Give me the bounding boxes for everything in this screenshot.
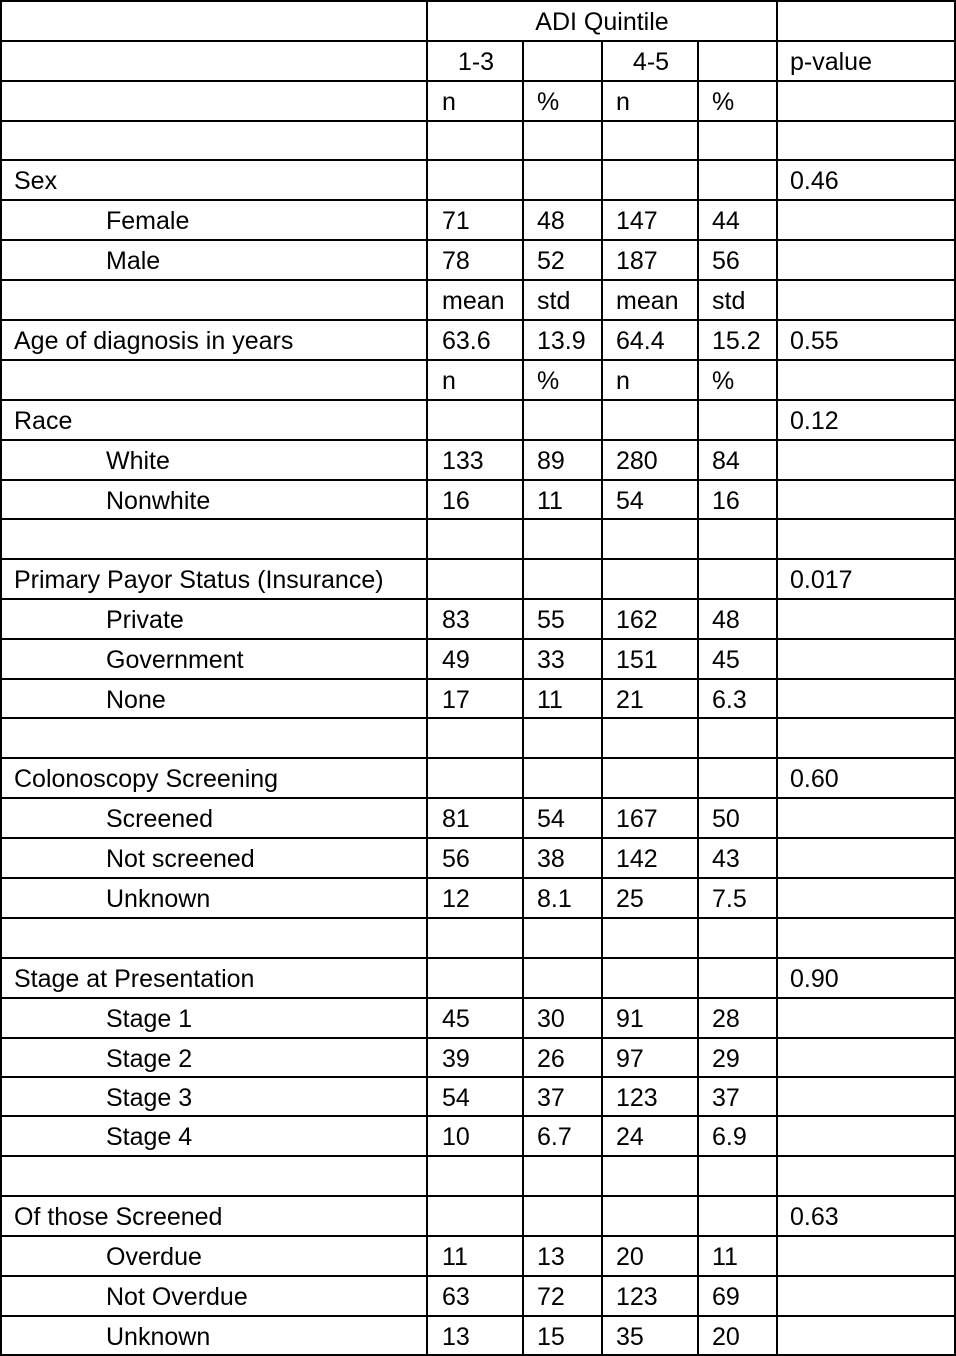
table-vline — [776, 0, 778, 1356]
table-cell: 11 — [442, 1243, 468, 1271]
table-cell: 25 — [616, 885, 644, 913]
table-cell: 37 — [537, 1084, 565, 1112]
table-cell: 133 — [442, 447, 484, 475]
table-cell: 142 — [616, 845, 658, 873]
p-value-cell: 0.017 — [790, 566, 853, 594]
table-cell: 167 — [616, 805, 658, 833]
table-cell: 69 — [712, 1283, 740, 1311]
table-cell: 162 — [616, 606, 658, 634]
table-cell: 89 — [537, 447, 565, 475]
table-cell: 28 — [712, 1005, 740, 1033]
table-cell: std — [712, 287, 746, 315]
table-cell: 123 — [616, 1283, 658, 1311]
table-cell: 6.9 — [712, 1123, 747, 1151]
row-label: Primary Payor Status (Insurance) — [14, 566, 384, 594]
table-cell: 29 — [712, 1045, 740, 1073]
table-cell: 11 — [712, 1243, 738, 1271]
table-hline — [0, 0, 956, 2]
table-cell: 30 — [537, 1005, 565, 1033]
p-value-cell: 0.55 — [790, 327, 839, 355]
table-cell: 63 — [442, 1283, 470, 1311]
p-value-cell: 0.60 — [790, 765, 839, 793]
table-cell: 55 — [537, 606, 565, 634]
row-label: Sex — [14, 167, 58, 195]
table-cell: 63.6 — [442, 327, 491, 355]
table-cell: % — [537, 367, 560, 395]
adi-quintile-header: ADI Quintile — [535, 8, 669, 36]
table-hline — [0, 1195, 956, 1197]
row-label: None — [106, 686, 166, 714]
row-label: Of those Screened — [14, 1203, 223, 1231]
table-cell: % — [712, 367, 735, 395]
row-label: Age of diagnosis in years — [14, 327, 294, 355]
table-cell: 35 — [616, 1323, 644, 1351]
table-cell: mean — [442, 287, 505, 315]
table-cell: 39 — [442, 1045, 470, 1073]
table-cell: 11 — [537, 686, 563, 714]
row-label: Stage at Presentation — [14, 965, 255, 993]
table-cell: 20 — [616, 1243, 644, 1271]
table-cell: n — [442, 367, 456, 395]
table-cell: 33 — [537, 646, 565, 674]
row-label: Stage 1 — [106, 1005, 193, 1033]
table-cell: 44 — [712, 207, 740, 235]
table-cell: 71 — [442, 207, 470, 235]
table-cell: 43 — [712, 845, 740, 873]
table-vline — [426, 0, 428, 1356]
row-label: Private — [106, 606, 184, 634]
row-label: Overdue — [106, 1243, 202, 1271]
table-cell: 6.7 — [537, 1123, 572, 1151]
table-cell: 123 — [616, 1084, 658, 1112]
table-cell: 187 — [616, 247, 658, 275]
table-cell: 45 — [712, 646, 740, 674]
table-cell: 15.2 — [712, 327, 761, 355]
row-label: Stage 4 — [106, 1123, 193, 1151]
table-hline — [0, 120, 956, 122]
row-label: Colonoscopy Screening — [14, 765, 279, 793]
table-cell: 147 — [616, 207, 658, 235]
table-cell: 64.4 — [616, 327, 665, 355]
table-cell: 11 — [537, 487, 563, 515]
table-cell: 54 — [616, 487, 644, 515]
table-hline — [0, 399, 956, 401]
table-cell: 151 — [616, 646, 658, 674]
table-cell: 8.1 — [537, 885, 572, 913]
row-label: Nonwhite — [106, 487, 211, 515]
table-cell: 56 — [712, 247, 740, 275]
subcol-header-n-2: n — [616, 88, 630, 116]
p-value-cell: 0.63 — [790, 1203, 839, 1231]
table-cell: 54 — [442, 1084, 470, 1112]
table-vline — [0, 0, 2, 1356]
table-cell: 91 — [616, 1005, 644, 1033]
row-label: Stage 2 — [106, 1045, 193, 1073]
table-cell: 21 — [616, 686, 644, 714]
subcol-header-pct-2: % — [712, 88, 735, 116]
table-cell: 13 — [537, 1243, 565, 1271]
table-cell: 48 — [537, 207, 565, 235]
table-cell: 20 — [712, 1323, 740, 1351]
table-vline — [697, 40, 699, 1356]
row-label: Stage 3 — [106, 1084, 193, 1112]
table-hline — [0, 957, 956, 959]
table-cell: 81 — [442, 805, 470, 833]
table-cell: 52 — [537, 247, 565, 275]
table-cell: 13 — [442, 1323, 470, 1351]
table-cell: 13.9 — [537, 327, 586, 355]
table-cell: 38 — [537, 845, 565, 873]
p-value-cell: 0.12 — [790, 407, 839, 435]
p-value-cell: 0.46 — [790, 167, 839, 195]
table-hline — [0, 558, 956, 560]
table-cell: 6.3 — [712, 686, 747, 714]
table-cell: 50 — [712, 805, 740, 833]
table-cell: 16 — [712, 487, 740, 515]
table-cell: 24 — [616, 1123, 644, 1151]
row-label: Not screened — [106, 845, 255, 873]
p-value-cell: 0.90 — [790, 965, 839, 993]
row-label: Government — [106, 646, 244, 674]
table-cell: 56 — [442, 845, 470, 873]
table-cell: 97 — [616, 1045, 644, 1073]
row-label: Unknown — [106, 1323, 211, 1351]
table-cell: 45 — [442, 1005, 470, 1033]
table-cell: 72 — [537, 1283, 565, 1311]
table-cell: 15 — [537, 1323, 565, 1351]
table-cell: 26 — [537, 1045, 565, 1073]
table-cell: 78 — [442, 247, 470, 275]
row-label: Unknown — [106, 885, 211, 913]
subcol-header-n-1: n — [442, 88, 456, 116]
table-cell: 7.5 — [712, 885, 747, 913]
row-label: Race — [14, 407, 73, 435]
table-cell: 280 — [616, 447, 658, 475]
table-cell: 49 — [442, 646, 470, 674]
row-label: Not Overdue — [106, 1283, 248, 1311]
table-hline — [0, 80, 956, 82]
table-cell: 16 — [442, 487, 470, 515]
table-cell: 84 — [712, 447, 740, 475]
row-label: Female — [106, 207, 190, 235]
table-cell: 12 — [442, 885, 470, 913]
group-header-4-5: 4-5 — [632, 48, 670, 76]
table-vline — [601, 40, 603, 1356]
row-label: Screened — [106, 805, 214, 833]
subcol-header-pct-1: % — [537, 88, 560, 116]
table-hline — [0, 757, 956, 759]
pvalue-header: p-value — [790, 48, 872, 76]
table-hline — [0, 40, 956, 42]
group-header-1-3: 1-3 — [457, 48, 495, 76]
table-cell: 83 — [442, 606, 470, 634]
table-vline — [522, 40, 524, 1356]
row-label: Male — [106, 247, 161, 275]
table-cell: 10 — [442, 1123, 470, 1151]
table-cell: mean — [616, 287, 679, 315]
table-hline — [0, 159, 956, 161]
table-cell: 37 — [712, 1084, 740, 1112]
table-cell: 54 — [537, 805, 565, 833]
table-cell: 17 — [442, 686, 470, 714]
table-cell: std — [537, 287, 571, 315]
table-cell: n — [616, 367, 630, 395]
row-label: White — [106, 447, 170, 475]
table-cell: 48 — [712, 606, 740, 634]
